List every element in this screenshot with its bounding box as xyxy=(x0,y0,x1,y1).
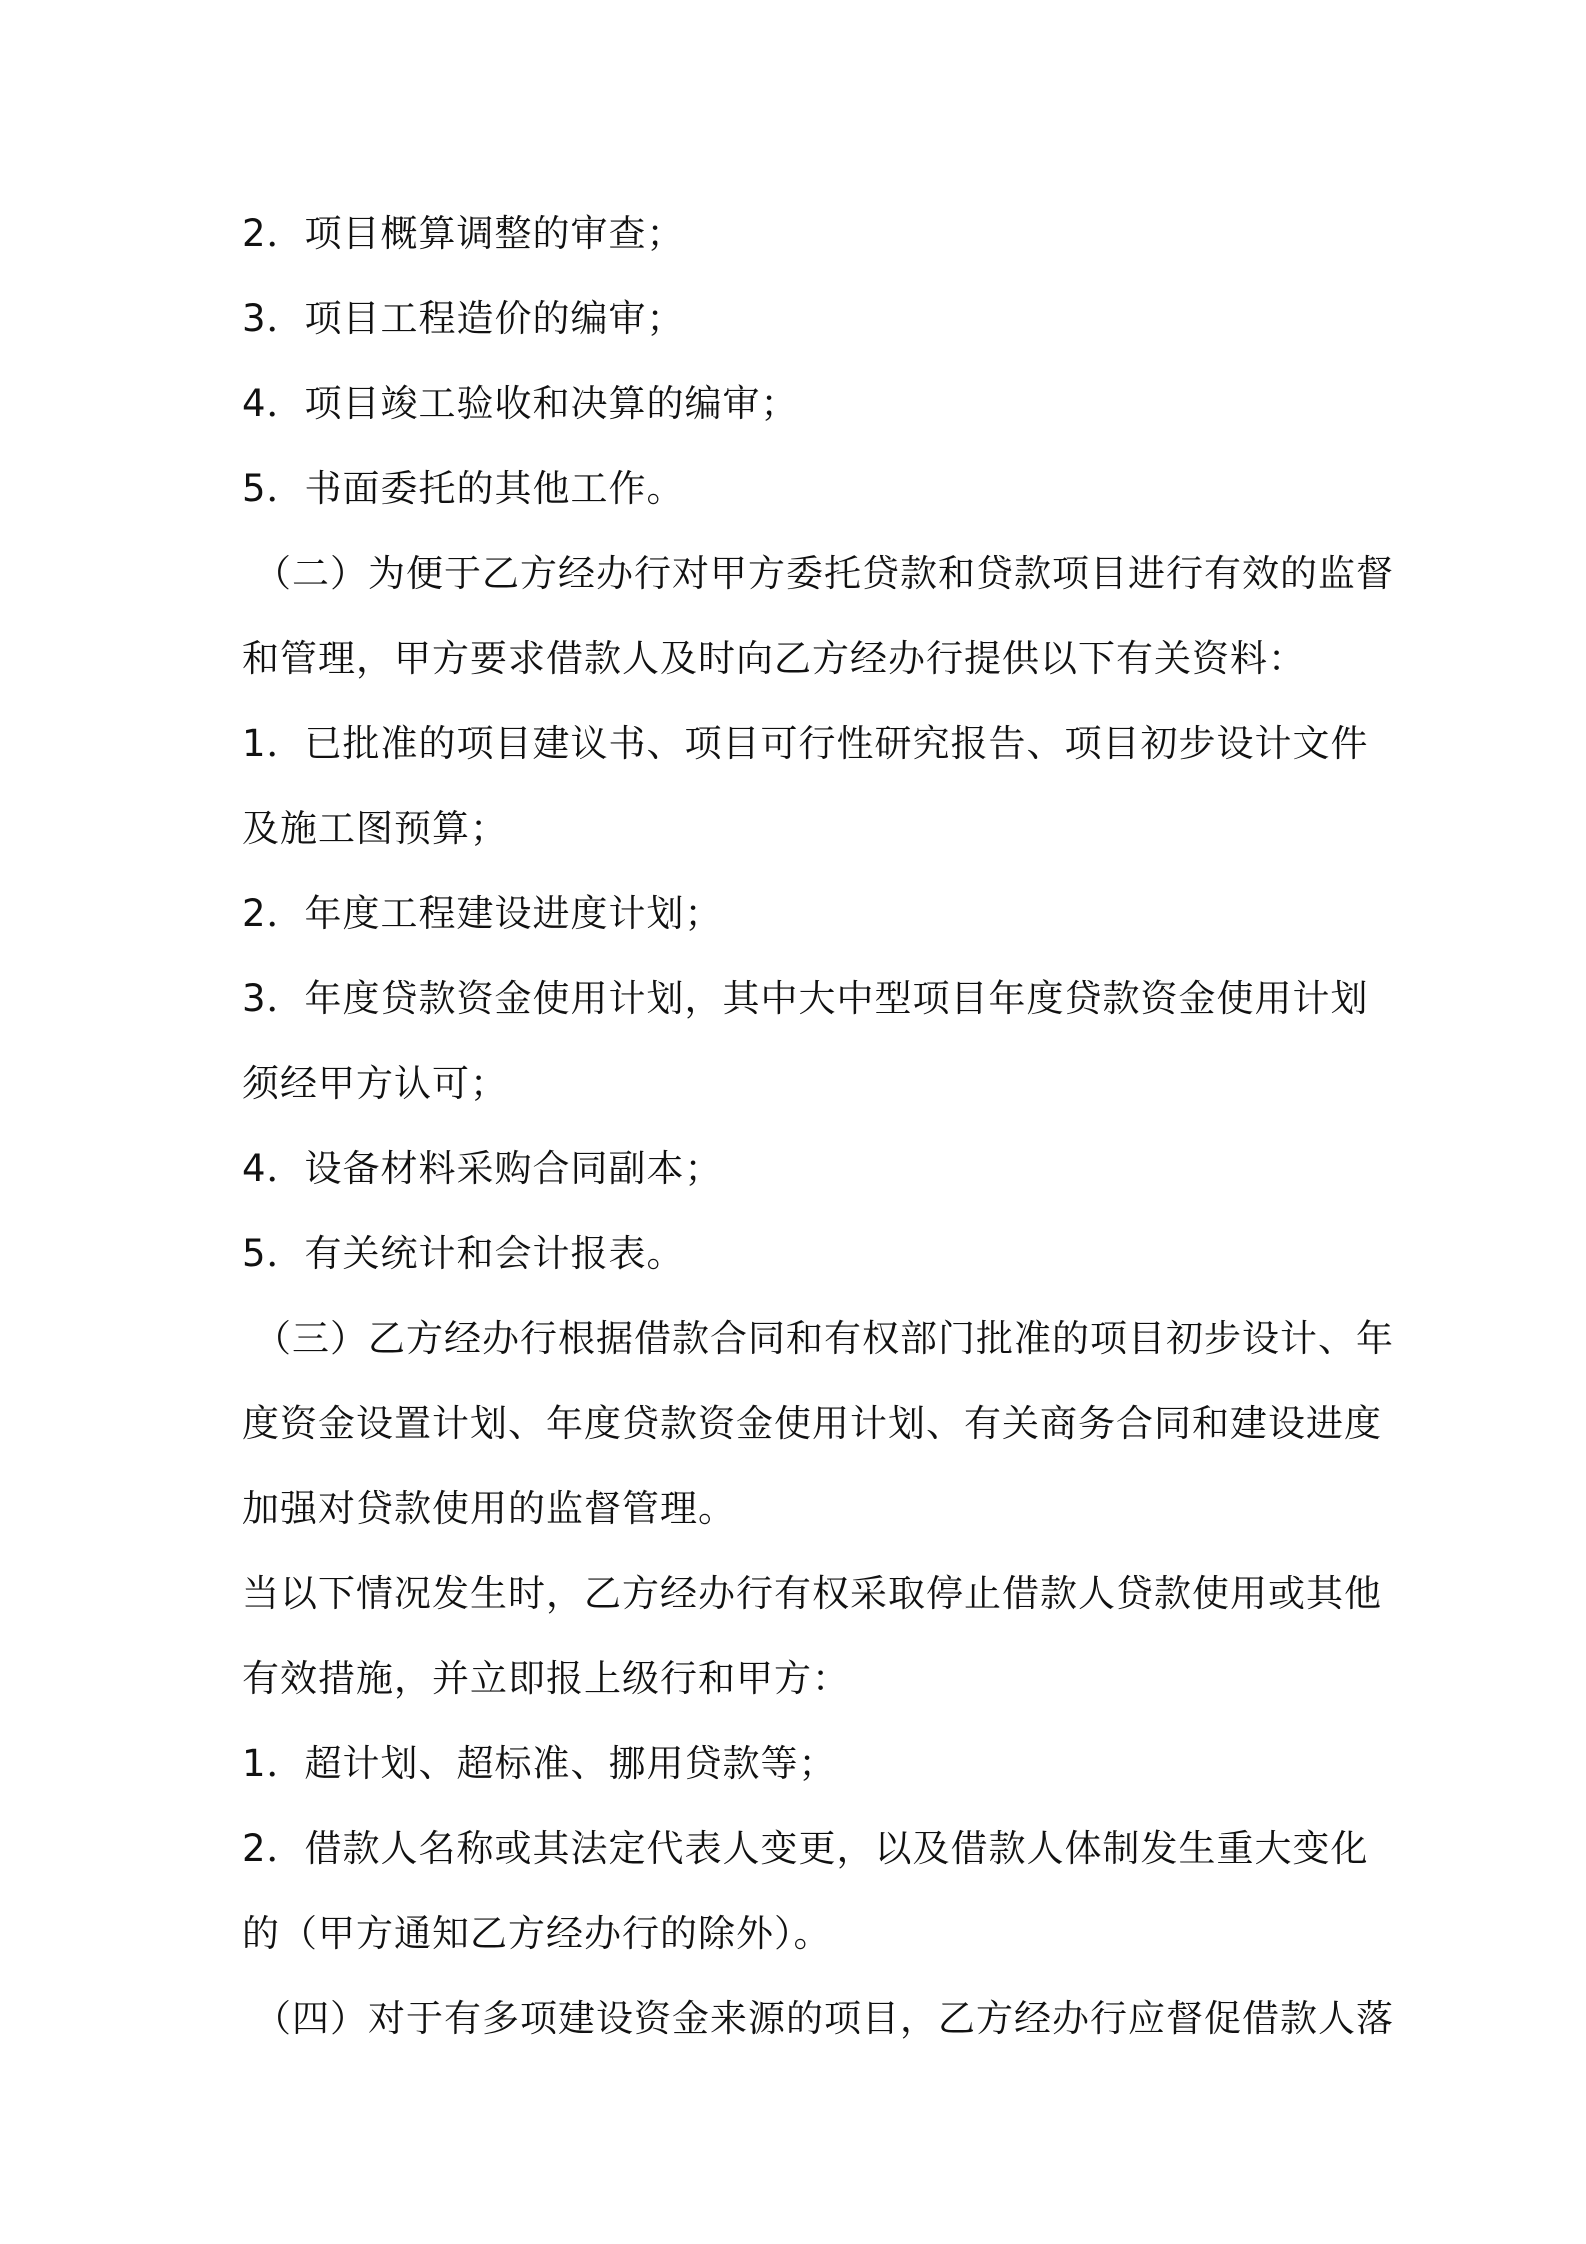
document-body xyxy=(242,191,1394,2061)
paragraph-line: 当以下情况发生时，乙方经办行有权采取停止借款人贷款使用或其他 xyxy=(242,1572,1382,1615)
section-3-text-line: 加强对贷款使用的监督管理。 xyxy=(242,1487,736,1530)
section-2-heading-line: （二）为便于乙方经办行对甲方委托贷款和贷款项目进行有效的监督 xyxy=(254,552,1394,595)
list-item-5-reports: 5．有关统计和会计报表。 xyxy=(242,1232,685,1275)
list-item-4-completion-review: 4．项目竣工验收和决算的编审； xyxy=(242,382,799,425)
list-item-1-misuse: 1．超计划、超标准、挪用贷款等； xyxy=(242,1742,837,1785)
list-item-2-borrower-change: 2．借款人名称或其法定代表人变更，以及借款人体制发生重大变化 xyxy=(242,1827,1369,1870)
section-4-heading-line: （四）对于有多项建设资金来源的项目，乙方经办行应督促借款人落 xyxy=(254,1997,1394,2040)
paragraph-line: 有效措施，并立即报上级行和甲方： xyxy=(242,1657,850,1700)
list-item-2-continuation: 的（甲方通知乙方经办行的除外）。 xyxy=(242,1912,832,1955)
list-item-3-continuation: 须经甲方认可； xyxy=(242,1062,508,1105)
list-item-2-estimate-review: 2．项目概算调整的审查； xyxy=(242,212,685,255)
section-3-heading-line: （三）乙方经办行根据借款合同和有权部门批准的项目初步设计、年 xyxy=(254,1317,1394,1360)
list-item-2-progress-plan: 2．年度工程建设进度计划； xyxy=(242,892,723,935)
list-item-3-fund-plan: 3．年度贷款资金使用计划，其中大中型项目年度贷款资金使用计划 xyxy=(242,977,1369,1020)
list-item-3-cost-review: 3．项目工程造价的编审； xyxy=(242,297,685,340)
list-item-4-contract-copy: 4．设备材料采购合同副本； xyxy=(242,1147,723,1190)
list-item-5-other-work: 5．书面委托的其他工作。 xyxy=(242,467,685,510)
list-item-1-approved-docs: 1．已批准的项目建议书、项目可行性研究报告、项目初步设计文件 xyxy=(242,722,1369,765)
section-3-text-line: 度资金设置计划、年度贷款资金使用计划、有关商务合同和建设进度 xyxy=(242,1402,1382,1445)
section-2-text-line: 和管理，甲方要求借款人及时向乙方经办行提供以下有关资料： xyxy=(242,637,1306,680)
list-item-1-continuation: 及施工图预算； xyxy=(242,807,508,850)
